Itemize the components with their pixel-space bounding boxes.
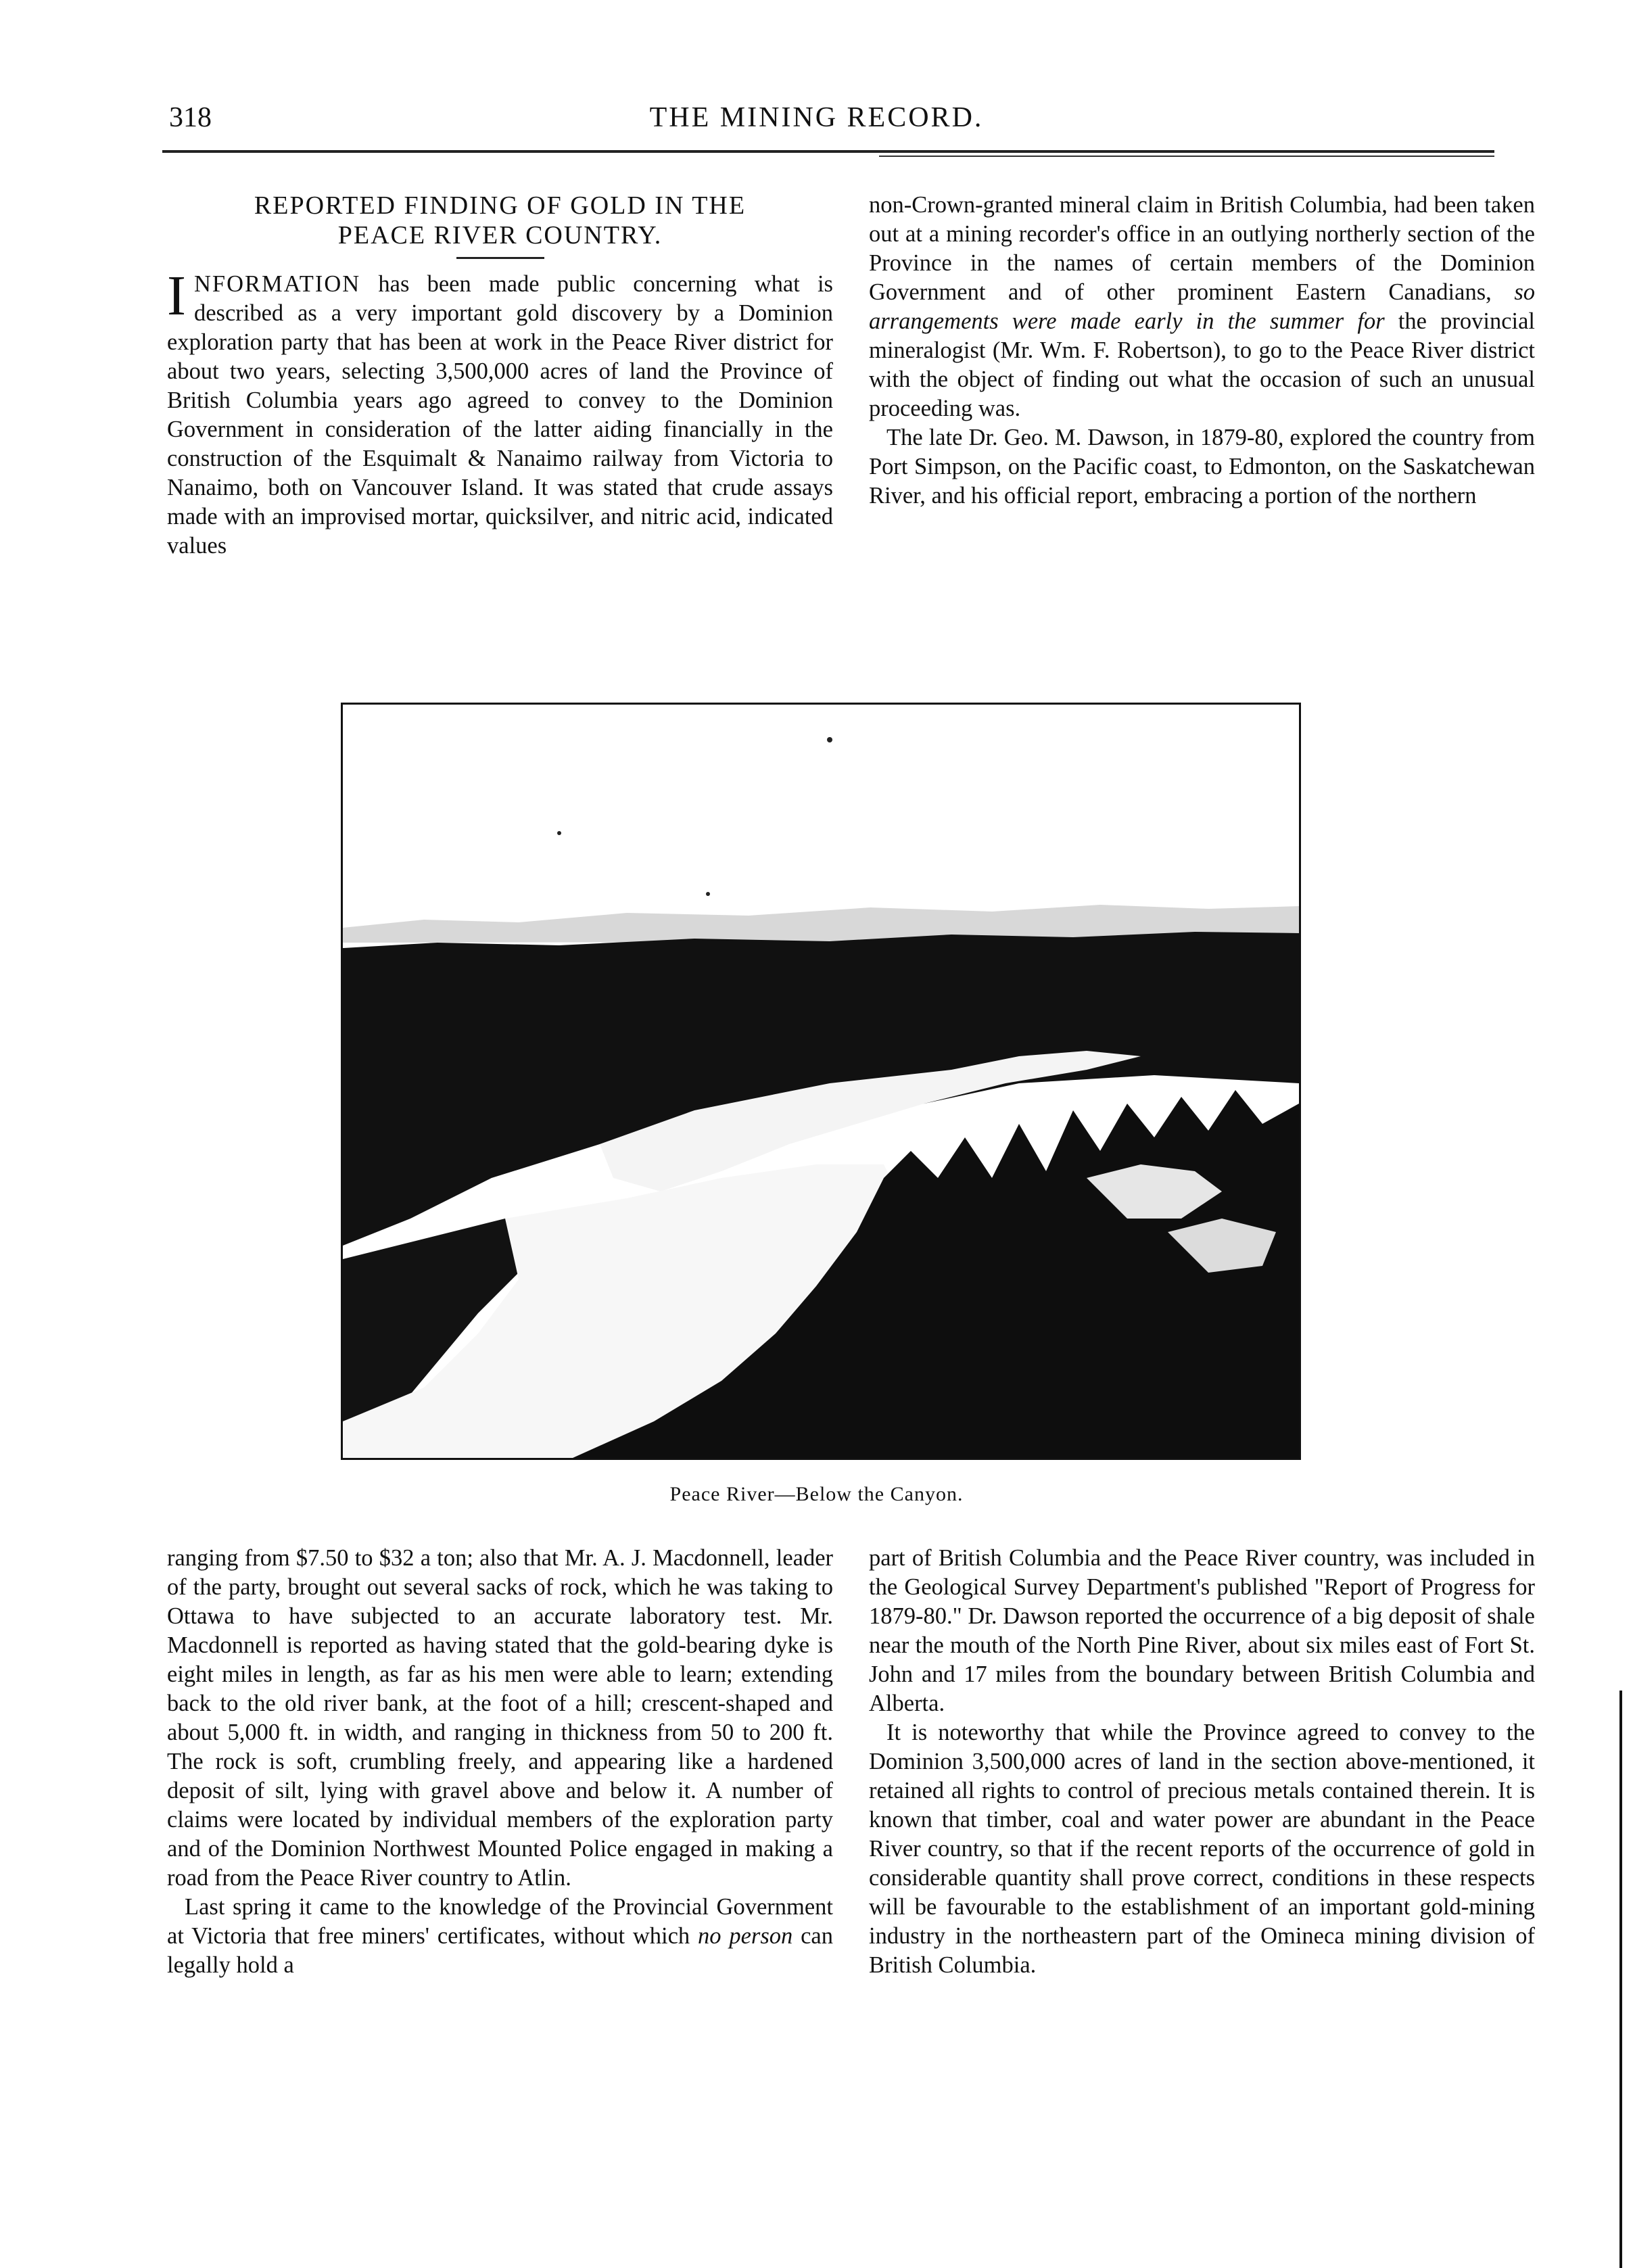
paragraph-last-spring: [167, 1893, 833, 1980]
article-title-line-1: REPORTED FINDING OF GOLD IN THE: [254, 191, 747, 220]
running-title: THE MINING RECORD.: [649, 102, 984, 133]
paragraph-last-spring-text-a: Last spring it came to the knowledge of the Provincial Government at Victoria that free miners' certificates, without which: [167, 1894, 833, 1949]
paragraph-assays: ranging from $7.50 to $32 a ton; also that Mr. A. J. Macdonnell, leader of the party, brought out several sacks of rock, which he was taking to Ottawa to have subjected to an accurate laboratory test. Mr. Macdonnell is reported as having stated that the gold-bearing dyke is eight miles in length, as far as his men were able to learn; extending back to the old river bank, at the foot of a hill; crescent-shaped and about 5,000 ft. in width, and ranging in thickness from 50 to 200 ft. The rock is soft, crumbling freely, and appearing like a hardened deposit of silt, lying with gravel above and below it. A number of claims were located by individual members of the exploration party and of the Dominion Northwest Mounted Police engaged in making a road from the Peace River country to Atlin.: [167, 1545, 833, 1891]
article-title: [167, 191, 833, 250]
photo-caption: Peace River—Below the Canyon.: [669, 1483, 964, 1505]
column-left-bottom: [167, 1544, 833, 1980]
header-rule: [162, 150, 1494, 153]
paragraph-last-spring-text-b: can legally hold a: [167, 1923, 833, 1978]
paragraph-claims-italic: so arrangements were made early in the summer for: [869, 279, 1535, 334]
header-rule-secondary: [879, 156, 1494, 157]
paragraph-last-spring-italic: no person: [698, 1923, 793, 1949]
page-margin-line: [1619, 1691, 1622, 2268]
landscape-photo-icon: [341, 703, 1301, 1460]
title-rule: [456, 257, 544, 259]
article-title-line-2: PEACE RIVER COUNTRY.: [337, 221, 663, 250]
column-left-top: [167, 191, 833, 561]
paragraph-claims-text-a: non-Crown-granted mineral claim in British Columbia, had been taken out at a mining recorder's office in an outlying northerly section of the Province in the names of certain members of the Dominion Government and of other prominent Eastern Canadians,: [869, 192, 1535, 305]
drop-cap: I: [167, 264, 186, 327]
column-right-bottom: [869, 1544, 1535, 1980]
paragraph-intro-text: has been made public concerning what is described as a very important gold discovery by a Dominion exploration party that has been at work in the Peace River district for about two years, selecting 3,500,000 acres of land the Province of British Columbia years ago agreed to convey to the Dominion Government in consideration of the latter aiding financially in the construction of the Esquimalt & Nanaimo railway from Victoria to Nanaimo, both on Vancouver Island. It was stated that crude assays made with an improvised mortar, quicksilver, and nitric acid, indicated values: [167, 271, 833, 559]
paragraph-claims-text-b: the provincial mineralogist (Mr. Wm. F. Robertson), to go to the Peace River district with the object of finding out what the occasion of such an unusual proceeding was.: [869, 308, 1535, 421]
paragraph-geological-survey: part of British Columbia and the Peace River country, was included in the Geological Survey Department's published "Report of Progress for 1879-80." Dr. Dawson reported the occurrence of a big deposit of shale near the mouth of the North Pine River, about six miles east of Fort St. John and 17 miles from the boundary between British Columbia and Alberta.: [869, 1545, 1535, 1716]
paragraph-dawson: The late Dr. Geo. M. Dawson, in 1879-80, explored the country from Port Simpson, on the Pacific coast, to Edmonton, on the Saskatchewan River, and his official report, embracing a portion of the northern: [869, 425, 1535, 509]
first-word: NFORMATION: [193, 271, 361, 297]
paragraph-intro: [167, 264, 833, 561]
page-number: 318: [169, 102, 212, 133]
column-right-top: [869, 191, 1535, 511]
page-header: [0, 101, 1633, 156]
paragraph-noteworthy: It is noteworthy that while the Province agreed to convey to the Dominion 3,500,000 acres of land in the section above-mentioned, it retained all rights to control of precious metals contained therein. It is known that timber, coal and water power are abundant in the Peace River country, so that if the recent reports of the occurrence of gold in considerable quantity shall prove correct, conditions in these respects will be favourable to the establishment of an important gold-mining industry in the northeastern part of the Omineca mining division of British Columbia.: [869, 1720, 1535, 1978]
paragraph-claims: [869, 191, 1535, 423]
